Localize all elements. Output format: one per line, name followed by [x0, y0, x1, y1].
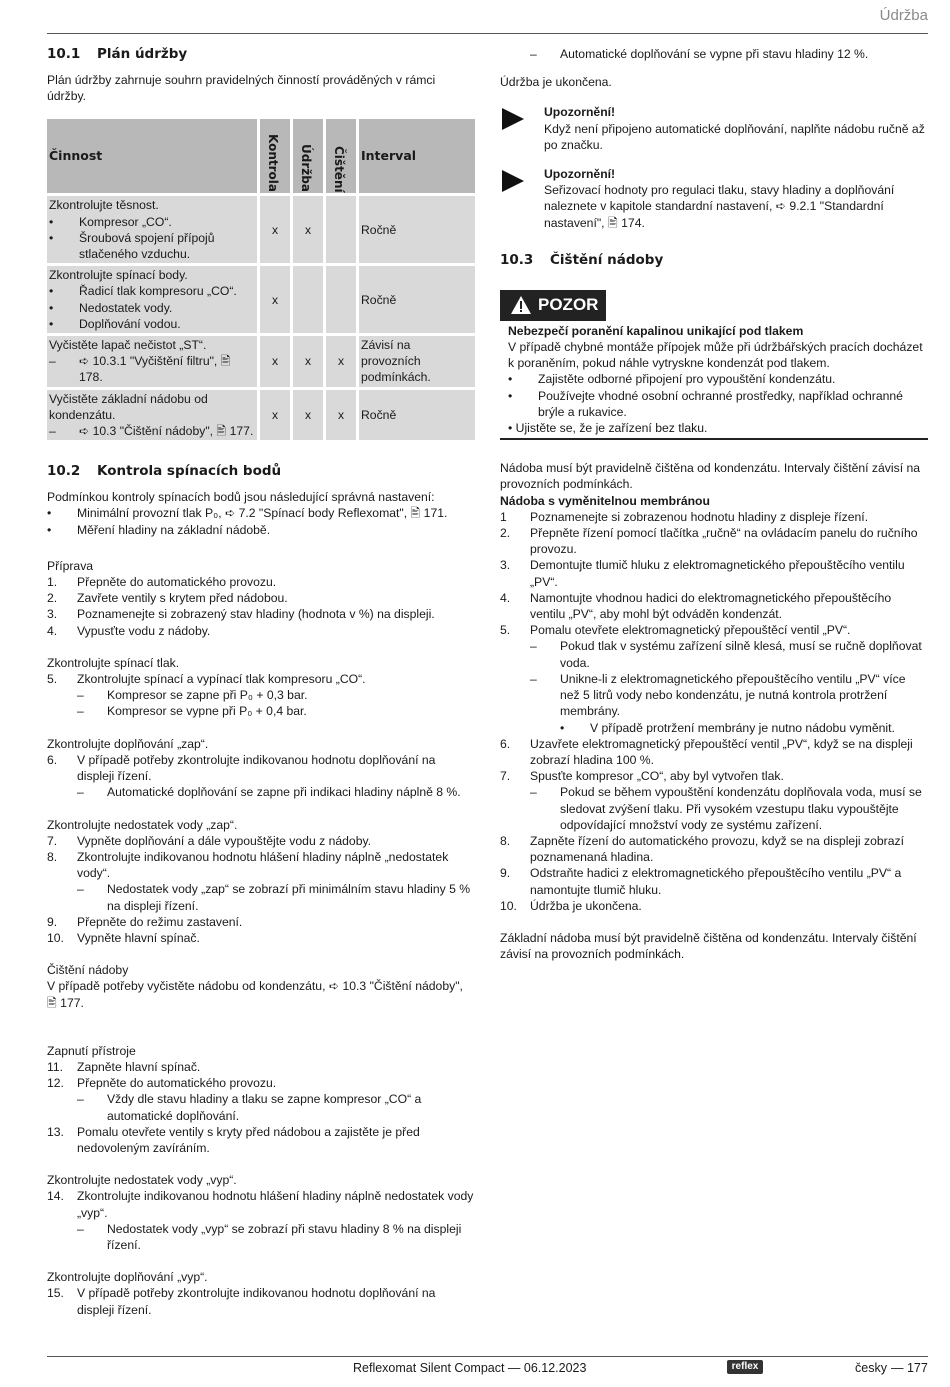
warning-triangle-icon	[510, 295, 532, 315]
list-item: • V případě protržení membrány je nutno nádobu vyměnit.	[560, 720, 895, 735]
activity-cell: Zkontrolujte spínací body. • Řadicí tlak kompresoru „CO“. • Nedostatek vody. • Doplňování vodou.	[47, 266, 257, 333]
list-item: – Vždy dle stavu hladiny a tlaku se zapne kompresor „CO“ a automatické doplňování.	[77, 1092, 422, 1123]
interval-cell: Ročně	[359, 266, 475, 333]
procedure-block	[47, 1269, 475, 1318]
list-item: – Kompresor se vypne při P₀ + 0,4 bar.	[77, 704, 307, 719]
warning-title: Nebezpečí poranění kapalinou unikající pod tlakem	[508, 323, 804, 338]
caution-badge: POZOR	[500, 290, 606, 321]
running-header: Údržba	[879, 7, 928, 24]
block-heading: Zkontrolujte nedostatek vody „vyp“.	[47, 1173, 237, 1188]
block-heading: Zkontrolujte spínací tlak.	[47, 655, 180, 670]
footer-page: — 177	[891, 1361, 928, 1375]
section-10-1-heading: 10.1 Plán údržby	[47, 46, 188, 62]
cleaning-mark: x	[326, 390, 356, 441]
warning-box	[500, 290, 928, 440]
list-item: 6. V případě potřeby zkontrolujte indikovanou hodnotu doplňování na displeji řízení.	[47, 752, 436, 784]
block-heading: Zkontrolujte doplňování „vyp“.	[47, 1270, 208, 1285]
col-activity: Činnost	[47, 119, 257, 193]
warning-text: V případě chybné montáže přípojek může při údržbářských pracích docházet k poraněním, pokud náhle vytryskne kondenzát pod tlakem.	[508, 340, 923, 371]
procedure-block	[47, 962, 475, 1011]
check-mark: x	[260, 390, 290, 441]
list-item: 2. Přepněte řízení pomocí tlačítka „ručně“ na ovládacím panelu do ručního provozu.	[500, 526, 918, 557]
block-heading: Zkontrolujte nedostatek vody „zap“.	[47, 817, 238, 832]
header-rule	[47, 33, 928, 34]
table-row	[47, 390, 475, 441]
maintenance-intro: Plán údržby zahrnuje souhrn pravidelných činností prováděných v rámci údržby.	[47, 73, 436, 104]
maintenance-table	[44, 116, 478, 443]
list-item: 5. Zkontrolujte spínací a vypínací tlak kompresoru „CO“.	[47, 672, 366, 687]
col-maintenance: Údržba	[293, 119, 323, 193]
list-item: – Kompresor se zapne při P₀ + 0,3 bar.	[77, 688, 308, 703]
activity-cell: Vyčistěte základní nádobu od kondenzátu. – ➪ 10.3 "Čištění nádoby", 🖹 177.	[47, 390, 257, 441]
list-item: – Nedostatek vody „zap“ se zobrazí při minimálním stavu hladiny 5 % na displeji řízení.	[77, 882, 471, 913]
list-item: 1 Poznamenejte si zobrazenou hodnotu hladiny z displeje řízení.	[500, 509, 869, 524]
cleaning-mark	[326, 266, 356, 333]
table-row	[47, 266, 475, 333]
list-item: V případě potřeby vyčistěte nádobu od kondenzátu, ➪ 10.3 "Čištění nádoby", 🖹 177.	[47, 979, 463, 1010]
list-item: • Minimální provozní tlak P₀, ➪ 7.2 "Spínací body Reflexomat", 🖹 171.	[47, 506, 448, 521]
list-item: • Měření hladiny na základní nádobě.	[47, 522, 271, 537]
list-item: 13. Pomalu otevřete ventily s kryty před nádobou a zajistěte je před nedovoleným zavíráním.	[47, 1124, 420, 1155]
procedure-block	[47, 1043, 475, 1156]
arrow-right-icon	[500, 104, 544, 153]
list-item: 7. Spusťte kompresor „CO“, aby byl vytvořen tlak.	[500, 769, 784, 784]
check-mark: x	[260, 196, 290, 263]
list-item: – Pokud tlak v systému zařízení silně klesá, musí se ručně doplňovat voda.	[530, 639, 922, 670]
note-auto-fill: Upozornění! Když není připojeno automatické doplňování, naplňte nádobu ručně až po značku.	[500, 104, 928, 153]
list-item: – Unikne-li z elektromagnetického přepouštěcího ventilu „PV“ více než 5 litrů vody nebo kondenzátu, je nutná kontrola protržení membrány.	[530, 671, 906, 719]
procedure-block	[47, 655, 475, 720]
list-item: – Pokud se během vypouštění kondenzátu doplňovala voda, musí se sledovat zvýšení tlaku. Při vysokém vzestupu tlaku vypouštějte odpovídající množství vody ze systému zařízení.	[530, 785, 922, 832]
list-item: 15. V případě potřeby zkontrolujte indikovanou hodnotu doplňování na displeji řízení.	[47, 1286, 436, 1317]
list-item: – Nedostatek vody „vyp“ se zobrazí při stavu hladiny 8 % na displeji řízení.	[77, 1221, 462, 1252]
list-item: 8. Zkontrolujte indikovanou hodnotu hlášení hladiny náplně „nedostatek vody“.	[47, 849, 449, 881]
table-row	[47, 196, 475, 263]
col-cleaning: Čištění	[326, 119, 356, 193]
interval-cell: Závisí na provozních podmínkách.	[359, 336, 475, 387]
cleaning-steps	[500, 509, 928, 914]
list-item: 4. Namontujte vhodnou hadici do elektromagnetického přepouštěcího ventilu „PV“, aby mohl být odváděn kondenzát.	[500, 590, 892, 622]
procedure-blocks	[47, 558, 475, 1318]
cleaning-mark: x	[326, 336, 356, 387]
list-item: – Automatické doplňování se zapne při indikaci hladiny náplně 8 %.	[77, 785, 461, 800]
block-heading: Zapnutí přístroje	[47, 1043, 136, 1058]
procedure-block	[47, 1172, 475, 1253]
list-item: – Automatické doplňování se vypne při stavu hladiny 12 %.	[530, 47, 869, 61]
activity-cell: Zkontrolujte těsnost. • Kompresor „CO“. • Šroubová spojení přípojů stlačeného vzduchu.	[47, 196, 257, 263]
maintenance-mark: x	[293, 196, 323, 263]
list-item: 5. Pomalu otevřete elektromagnetický přepouštěcí ventil „PV“.	[500, 623, 851, 638]
maintenance-mark	[293, 266, 323, 333]
cleaning-mark	[326, 196, 356, 263]
list-item: 9. Přepněte do režimu zastavení.	[47, 914, 243, 929]
list-item: 9. Odstraňte hadici z elektromagnetického přepouštěcího ventilu „PV“ a namontujte tlumič hluku.	[500, 866, 902, 897]
section-10-3-heading: 10.3 Čištění nádoby	[500, 251, 664, 268]
procedure-block	[47, 736, 475, 801]
list-item: 3. Poznamenejte si zobrazený stav hladiny (hodnota v %) na displeji.	[47, 607, 435, 622]
warning-last: • Ujistěte se, že je zařízení bez tlaku.	[508, 421, 708, 436]
cleaning-final: Základní nádoba musí být pravidelně čištěna od kondenzátu. Intervaly čištění závisí na provozních podmínkách.	[500, 930, 917, 962]
table-header-row	[47, 119, 475, 193]
switch-points-intro: Podmínkou kontroly spínacích bodů jsou následující správná nastavení:	[47, 490, 435, 505]
list-item: • Používejte vhodné osobní ochranné prostředky, například ochranné brýle a rukavice.	[508, 388, 903, 419]
list-item: 6. Uzavřete elektromagnetický přepouštěcí ventil „PV“, když se na displeji zobrazí hladina 100 %.	[500, 736, 913, 767]
list-item: 7. Vypněte doplňování a dále vypouštějte vodu z nádoby.	[47, 833, 372, 848]
list-item: 10. Vypněte hlavní spínač.	[47, 930, 200, 945]
maintenance-done: Údržba je ukončena.	[500, 75, 612, 90]
table-row	[47, 336, 475, 387]
right-column	[500, 44, 928, 962]
check-mark: x	[260, 266, 290, 333]
list-item: 4. Vypusťte vodu z nádoby.	[47, 623, 211, 638]
list-item: 2. Zavřete ventily s krytem před nádobou.	[47, 591, 288, 606]
block-heading: Čištění nádoby	[47, 963, 129, 978]
check-mark: x	[260, 336, 290, 387]
section-10-2-heading: 10.2 Kontrola spínacích bodů	[47, 463, 282, 480]
footer-lang: česky	[855, 1361, 887, 1375]
block-heading: Zkontrolujte doplňování „zap“.	[47, 736, 209, 751]
list-item: 1. Přepněte do automatického provozu.	[47, 575, 277, 590]
arrow-right-icon	[500, 166, 544, 231]
footer-rule	[47, 1356, 928, 1357]
list-item: 14. Zkontrolujte indikovanou hodnotu hlášení hladiny náplně nedostatek vody „vyp“.	[47, 1189, 474, 1220]
maintenance-mark: x	[293, 390, 323, 441]
list-item: • Zajistěte odborné připojení pro vypouštění kondenzátu.	[508, 372, 836, 387]
cleaning-intro: Nádoba musí být pravidelně čištěna od kondenzátu. Intervaly čištění závisí na provozních podmínkách.	[500, 461, 921, 492]
subheading-membrane: Nádoba s vyměnitelnou membránou	[500, 493, 710, 508]
activity-cell: Vyčistěte lapač nečistot „ST“. – ➪ 10.3.1 "Vyčištění filtru", 🖹 178.	[47, 336, 257, 387]
list-item: 11. Zapněte hlavní spínač.	[47, 1059, 201, 1074]
list-item: 3. Demontujte tlumič hluku z elektromagnetického přepouštěcího ventilu „PV“.	[500, 558, 905, 589]
list-item: 8. Zapněte řízení do automatického provozu, když se na displeji zobrazí poznamenaná hladina.	[500, 833, 904, 865]
left-column	[47, 44, 475, 1318]
interval-cell: Ročně	[359, 390, 475, 441]
procedure-block	[47, 558, 475, 639]
col-check: Kontrola	[260, 119, 290, 193]
list-item: 12. Přepněte do automatického provozu.	[47, 1076, 277, 1091]
reflex-logo: reflex	[727, 1360, 763, 1374]
block-heading: Příprava	[47, 558, 94, 573]
footer-doc: Reflexomat Silent Compact — 06.12.2023	[353, 1361, 587, 1375]
maintenance-mark: x	[293, 336, 323, 387]
list-item: 10. Údržba je ukončena.	[500, 898, 642, 913]
procedure-block	[47, 817, 475, 947]
col-interval: Interval	[359, 119, 475, 193]
note-settings: Upozornění! Seřizovací hodnoty pro regulaci tlaku, stavy hladiny a doplňování naleznete v kapitole standardní nastavení, ➪ 9.2.1 "Standardní nastavení", 🖹 174.	[500, 166, 928, 231]
interval-cell: Ročně	[359, 196, 475, 263]
